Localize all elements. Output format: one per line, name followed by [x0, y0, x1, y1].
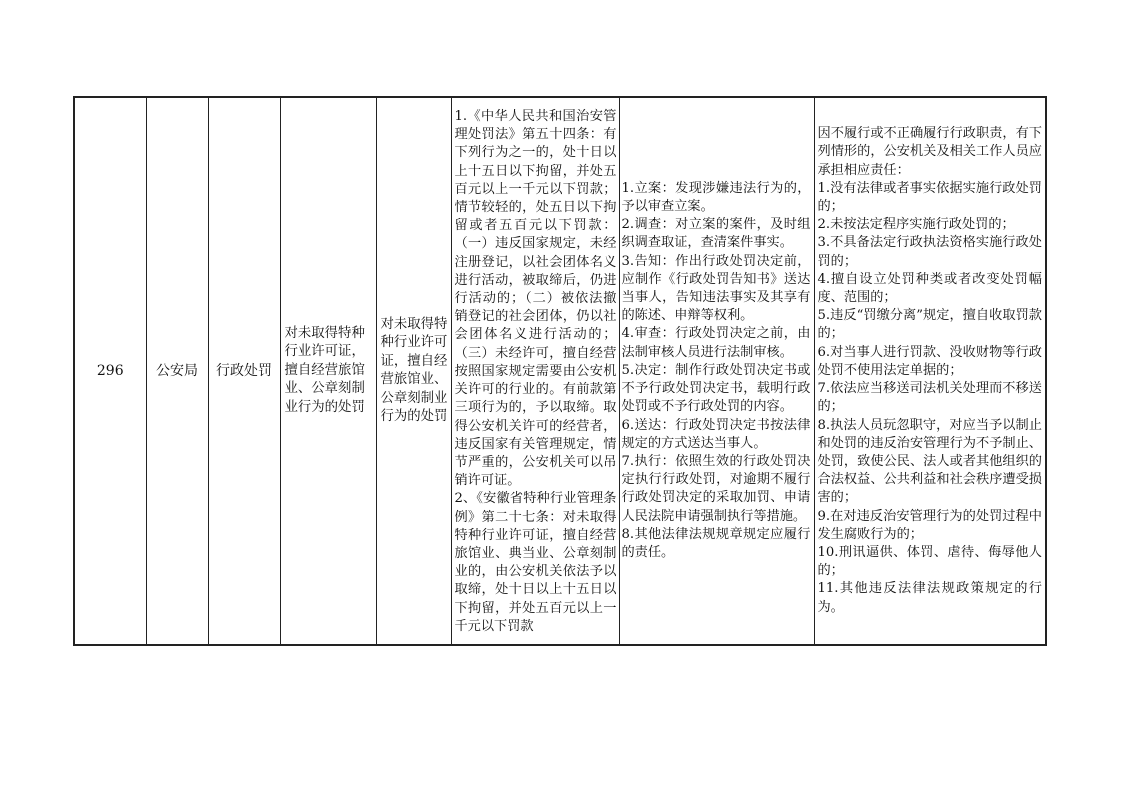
item-number-cell: [74, 97, 146, 645]
responsibility-item: 10.刑讯逼供、体罚、虐待、侮辱他人的；: [817, 544, 1042, 579]
responsibility-item: 1.没有法律或者事实依据实施行政处罚的；: [817, 180, 1042, 215]
procedure-step: 3.告知：作出行政处罚决定前，应制作《行政处罚告知书》送达当事人，告知违法事实及其享有的陈述、申辩等权利。: [621, 253, 811, 324]
item-name-cell: [280, 97, 376, 645]
power-list-table: [73, 96, 1047, 646]
category-cell: [208, 97, 280, 645]
procedure-step: 4.审查：行政处罚决定之前，由法制审核人员进行法制审核。: [621, 326, 811, 360]
legal-basis: [452, 106, 619, 636]
procedure-step: 8.其他法律法规规章规定应履行的责任。: [621, 526, 811, 560]
responsibility-item: 8.执法人员玩忽职守，对应当予以制止和处罚的违反治安管理行为不予制止、处罚，致使公民、法人或者其他组织的合法权益、公共利益和社会秩序遭受损害的；: [817, 417, 1042, 506]
legal-basis-paragraph: 2、《安徽省特种行业管理条例》第二十七条：对未取得特种行业许可证，擅自经营旅馆业、典当业、公章刻制业的，由公安机关依法予以取缔，处十日以上十五日以下拘留，并处五百元以上一千元以下罚款: [454, 491, 617, 634]
power-category: 行政处罚: [216, 363, 272, 379]
responsibility-item: 3.不具备法定行政执法资格实施行政处罚的；: [817, 235, 1042, 269]
procedure-cell: [619, 97, 814, 645]
responsibility-item: 2.未按法定程序实施行政处罚的；: [817, 217, 1015, 233]
responsibility-cell: [814, 97, 1046, 645]
sub-item-name: 对未取得特种行业许可证，擅自经营旅馆业、公章刻制业行为的处罚: [380, 316, 448, 424]
responsibility-list: [815, 125, 1046, 616]
item-number: 296: [96, 363, 124, 379]
legal-basis-paragraph: 1.《中华人民共和国治安管理处罚法》第五十四条：有下列行为之一的，处十日以上十五日以下拘留，并处五百元以上一千元以下罚款；情节较轻的，处五日以下拘留或者五百元以下罚款：（一）违反国家规定，未经注册登记，以社会团体名义进行活动，被取缔后，仍进行活动的；（二）被依法撤销登记的社会团体，仍以社会团体名义进行活动的；（三）未经许可，擅自经营按照国家规定需要由公安机关许可的行业的。有前款第三项行为的，予以取缔。取得公安机关许可的经营者，违反国家有关管理规定，情节严重的，公安机关可以吊销许可证。: [454, 109, 617, 489]
responsibility-item: 9.在对违反治安管理行为的处罚过程中发生腐败行为的；: [817, 508, 1042, 542]
procedure-step: 2.调查：对立案的案件，及时组织调查取证，查清案件事实。: [621, 217, 811, 251]
procedure-step: 7.执行：依照生效的行政处罚决定执行行政处罚，对逾期不履行行政处罚决定的采取加罚、申请人民法院申请强制执行等措施。: [621, 453, 811, 524]
responsibility-item: 5.违反“罚缴分离”规定，擅自收取罚款的；: [817, 308, 1042, 342]
responsibility-item: 6.对当事人进行罚款、没收财物等行政处罚不使用法定单据的；: [817, 344, 1042, 378]
department-cell: [146, 97, 208, 645]
responsibility-item: 11.其他违反法律法规政策规定的行为。: [817, 581, 1042, 615]
responsibility-item: 4.擅自设立处罚种类或者改变处罚幅度、范围的；: [817, 271, 1042, 306]
table-row: [74, 97, 1046, 645]
item-name: 对未取得特种行业许可证，擅自经营旅馆业、公章刻制业行为的处罚: [284, 325, 365, 415]
department: 公安局: [156, 363, 198, 379]
procedure-step: 6.送达：行政处罚决定书按法律规定的方式送达当事人。: [621, 417, 811, 451]
procedure-step: 1.立案：发现涉嫌违法行为的，予以审查立案。: [621, 180, 811, 215]
procedure-steps: [620, 180, 814, 562]
procedure-step: 5.决定：制作行政处罚决定书或不予行政处罚决定书，载明行政处罚或不予行政处罚的内容。: [621, 362, 811, 415]
responsibility-item: 7.依法应当移送司法机关处理而不移送的；: [817, 381, 1042, 415]
legal-basis-cell: [451, 97, 619, 645]
responsibility-intro: 因不履行或不正确履行行政职责，有下列情形的，公安机关及相关工作人员应承担相应责任：: [817, 126, 1042, 178]
sub-item-cell: [376, 97, 451, 645]
